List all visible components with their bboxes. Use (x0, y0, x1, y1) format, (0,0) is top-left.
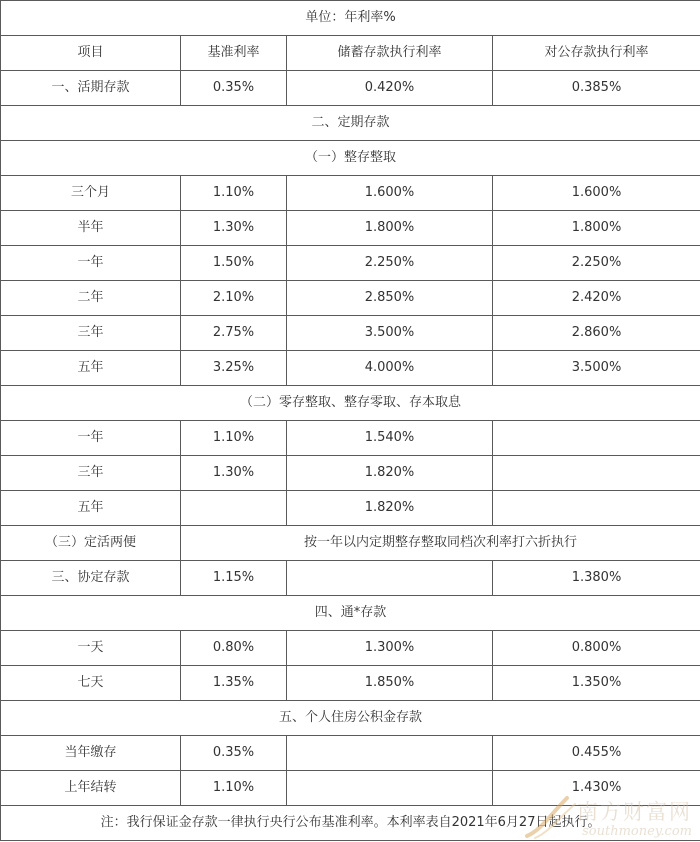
table-row (1, 771, 700, 806)
section-title-notice: 四、通*存款 (1, 596, 700, 631)
corporate-rate-cell: 0.385% (493, 71, 700, 106)
savings-rate-cell: 3.500% (287, 316, 493, 351)
term-cell: 五年 (1, 491, 181, 526)
savings-rate-cell: 0.420% (287, 71, 493, 106)
watermark-url: southmoney.com (582, 824, 692, 839)
corporate-rate-cell: 2.860% (493, 316, 700, 351)
base-rate-cell: 1.10% (181, 771, 287, 806)
corporate-rate-cell: 2.420% (493, 281, 700, 316)
term-cell: 当年缴存 (1, 736, 181, 771)
section-title-fixed: 二、定期存款 (1, 106, 700, 141)
savings-rate-cell: 4.000% (287, 351, 493, 386)
term-cell: 五年 (1, 351, 181, 386)
corporate-rate-cell: 0.800% (493, 631, 700, 666)
section-row (1, 596, 700, 631)
col-header-base-rate: 基准利率 (181, 36, 287, 71)
flexible-rule-cell: 按一年以内定期整存整取同档次利率打六折执行 (181, 526, 700, 561)
table-row (1, 211, 700, 246)
watermark-brand: 南方财富网 (577, 800, 692, 824)
term-cell: 半年 (1, 211, 181, 246)
base-rate-cell: 1.35% (181, 666, 287, 701)
term-cell: 一年 (1, 421, 181, 456)
corporate-rate-cell: 2.250% (493, 246, 700, 281)
savings-rate-cell: 1.540% (287, 421, 493, 456)
section-title-housing-fund: 五、个人住房公积金存款 (1, 701, 700, 736)
header-row (1, 36, 700, 71)
col-header-corporate-rate: 对公存款执行利率 (493, 36, 700, 71)
corporate-rate-cell (493, 491, 700, 526)
term-cell: 一年 (1, 246, 181, 281)
term-cell: 三年 (1, 456, 181, 491)
table-row (1, 176, 700, 211)
base-rate-cell: 1.50% (181, 246, 287, 281)
table-row (1, 491, 700, 526)
col-header-savings-rate: 储蓄存款执行利率 (287, 36, 493, 71)
savings-rate-cell (287, 561, 493, 596)
term-cell: 七天 (1, 666, 181, 701)
row-label: （三）定活两便 (1, 526, 181, 561)
base-rate-cell: 2.75% (181, 316, 287, 351)
term-cell: 二年 (1, 281, 181, 316)
savings-rate-cell: 1.820% (287, 491, 493, 526)
savings-rate-cell: 2.850% (287, 281, 493, 316)
subsection-title-installment: （二）零存整取、整存零取、存本取息 (1, 386, 700, 421)
term-cell: 上年结转 (1, 771, 181, 806)
table-row (1, 316, 700, 351)
corporate-rate-cell: 1.600% (493, 176, 700, 211)
corporate-rate-cell: 3.500% (493, 351, 700, 386)
table-row (1, 666, 700, 701)
corporate-rate-cell: 1.800% (493, 211, 700, 246)
savings-rate-cell: 2.250% (287, 246, 493, 281)
subsection-row (1, 386, 700, 421)
term-cell: 一天 (1, 631, 181, 666)
row-label: 一、活期存款 (1, 71, 181, 106)
footnote: 注：我行保证金存款一律执行央行公布基准利率。本利率表自2021年6月27日起执行。 (1, 806, 700, 841)
table-row (1, 281, 700, 316)
corporate-rate-cell: 1.430% (493, 771, 700, 806)
term-cell: 三个月 (1, 176, 181, 211)
base-rate-cell: 1.15% (181, 561, 287, 596)
table-row-flexible (1, 526, 700, 561)
base-rate-cell: 1.10% (181, 421, 287, 456)
base-rate-cell: 1.10% (181, 176, 287, 211)
savings-rate-cell (287, 736, 493, 771)
col-header-item: 项目 (1, 36, 181, 71)
corporate-rate-cell (493, 421, 700, 456)
table-row (1, 456, 700, 491)
table-row (1, 631, 700, 666)
section-row (1, 701, 700, 736)
unit-row (1, 1, 700, 36)
base-rate-cell (181, 491, 287, 526)
savings-rate-cell: 1.300% (287, 631, 493, 666)
base-rate-cell: 0.35% (181, 71, 287, 106)
table-row (1, 421, 700, 456)
savings-rate-cell: 1.800% (287, 211, 493, 246)
corporate-rate-cell: 0.455% (493, 736, 700, 771)
base-rate-cell: 1.30% (181, 211, 287, 246)
table-row-negotiated (1, 561, 700, 596)
base-rate-cell: 0.35% (181, 736, 287, 771)
note-row (1, 806, 700, 841)
unit-label: 单位：年利率% (1, 1, 700, 36)
base-rate-cell: 2.10% (181, 281, 287, 316)
savings-rate-cell: 1.820% (287, 456, 493, 491)
corporate-rate-cell (493, 456, 700, 491)
table-row (1, 246, 700, 281)
section-row (1, 106, 700, 141)
term-cell: 三年 (1, 316, 181, 351)
subsection-row (1, 141, 700, 176)
table-row-demand (1, 71, 700, 106)
corporate-rate-cell: 1.380% (493, 561, 700, 596)
base-rate-cell: 0.80% (181, 631, 287, 666)
base-rate-cell: 1.30% (181, 456, 287, 491)
savings-rate-cell: 1.600% (287, 176, 493, 211)
savings-rate-cell (287, 771, 493, 806)
base-rate-cell: 3.25% (181, 351, 287, 386)
corporate-rate-cell: 1.350% (493, 666, 700, 701)
row-label: 三、协定存款 (1, 561, 181, 596)
subsection-title-lump-sum: （一）整存整取 (1, 141, 700, 176)
table-row (1, 351, 700, 386)
table-row (1, 736, 700, 771)
savings-rate-cell: 1.850% (287, 666, 493, 701)
